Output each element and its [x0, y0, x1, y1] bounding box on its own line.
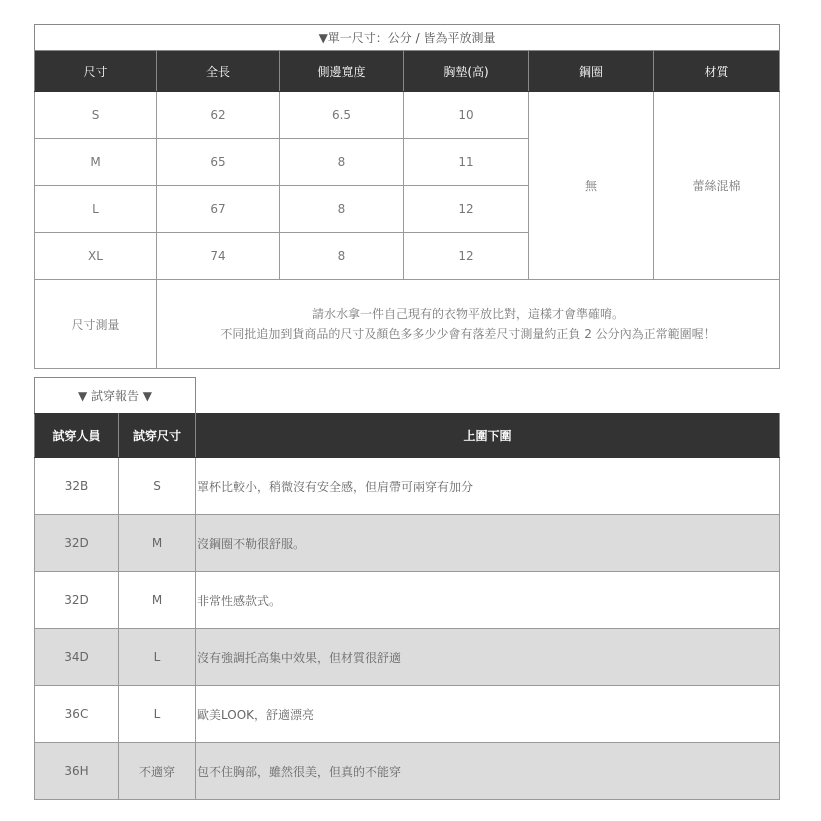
header-pad-height: 胸墊(高): [404, 51, 529, 92]
pad-height-cell: 12: [404, 186, 529, 233]
tried-size-cell: M: [119, 572, 196, 629]
fit-report-tab: ▼ 試穿報告 ▼: [34, 377, 196, 413]
length-cell: 67: [157, 186, 280, 233]
length-cell: 65: [157, 139, 280, 186]
tried-size-cell: M: [119, 515, 196, 572]
underwire-cell: 無: [529, 92, 654, 280]
tester-bust-cell: 34D: [35, 629, 119, 686]
size-chart-header-row: [35, 51, 780, 92]
size-cell: XL: [35, 233, 157, 280]
fit-comment-cell: 沒鋼圈不勒很舒服。: [196, 515, 780, 572]
header-bust-underbust: 上圍下圍: [196, 414, 780, 458]
length-cell: 62: [157, 92, 280, 139]
tester-bust-cell: 36H: [35, 743, 119, 800]
size-cell: S: [35, 92, 157, 139]
side-width-cell: 8: [280, 186, 404, 233]
tester-bust-cell: 32D: [35, 515, 119, 572]
fit-row: [35, 515, 780, 572]
header-side-width: 側邊寬度: [280, 51, 404, 92]
measure-row: [35, 280, 780, 369]
fit-report-table: [34, 413, 780, 800]
fit-row: [35, 629, 780, 686]
tried-size-cell: 不適穿: [119, 743, 196, 800]
size-chart-caption-row: [35, 25, 780, 51]
measure-note-line-1: 請水水拿一件自己現有的衣物平放比對，這樣才會準確唷。: [312, 307, 625, 321]
length-cell: 74: [157, 233, 280, 280]
size-row: [35, 92, 780, 139]
fit-comment-cell: 非常性感款式。: [196, 572, 780, 629]
pad-height-cell: 10: [404, 92, 529, 139]
tried-size-cell: S: [119, 458, 196, 515]
header-underwire: 鋼圈: [529, 51, 654, 92]
pad-height-cell: 12: [404, 233, 529, 280]
side-width-cell: 8: [280, 233, 404, 280]
measure-note-line-2: 不同批追加到貨商品的尺寸及顏色多多少少會有落差尺寸測量約正負 2 公分內為正常範圍喔！: [220, 327, 716, 341]
fit-comment-cell: 沒有強調托高集中效果，但材質很舒適: [196, 629, 780, 686]
side-width-cell: 8: [280, 139, 404, 186]
header-length: 全長: [157, 51, 280, 92]
tester-bust-cell: 32B: [35, 458, 119, 515]
side-width-cell: 6.5: [280, 92, 404, 139]
fit-comment-cell: 罩杯比較小，稍微沒有安全感，但肩帶可兩穿有加分: [196, 458, 780, 515]
fit-row: [35, 686, 780, 743]
header-size: 尺寸: [35, 51, 157, 92]
material-cell: 蕾絲混棉: [654, 92, 780, 280]
fit-comment-cell: 包不住胸部，雖然很美，但真的不能穿: [196, 743, 780, 800]
tried-size-cell: L: [119, 629, 196, 686]
pad-height-cell: 11: [404, 139, 529, 186]
fit-row: [35, 572, 780, 629]
size-cell: L: [35, 186, 157, 233]
tester-bust-cell: 36C: [35, 686, 119, 743]
fit-row: [35, 458, 780, 515]
tried-size-cell: L: [119, 686, 196, 743]
header-tried-size: 試穿尺寸: [119, 414, 196, 458]
tester-bust-cell: 32D: [35, 572, 119, 629]
measure-label: 尺寸測量: [35, 280, 157, 369]
header-material: 材質: [654, 51, 780, 92]
fit-comment-cell: 歐美LOOK，舒適漂亮: [196, 686, 780, 743]
header-tester: 試穿人員: [35, 414, 119, 458]
fit-row: [35, 743, 780, 800]
size-chart-table: [34, 24, 780, 369]
size-cell: M: [35, 139, 157, 186]
measure-note: [157, 280, 780, 369]
size-chart-caption: ▼單一尺寸：公分 / 皆為平放測量: [35, 25, 780, 51]
fit-header-row: [35, 414, 780, 458]
